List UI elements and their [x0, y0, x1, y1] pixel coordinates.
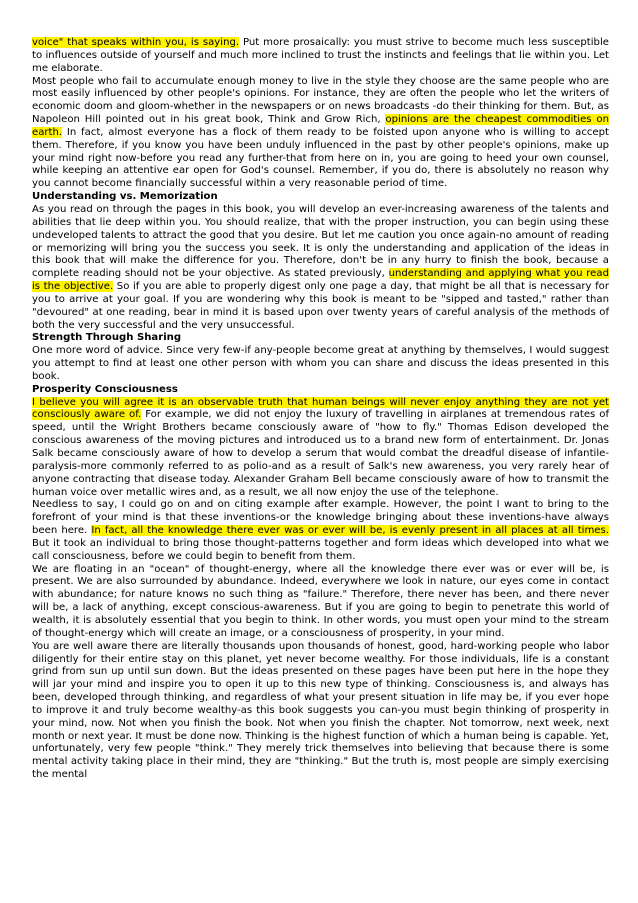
- text-run: For example, we did not enjoy the luxury of travelling in airplanes at tremendous rates of speed, until the Wright Brothers became consciously aware of "how to fly." Thomas Edison developed the conscious awareness of the moving pictures and introduced us to a brand new form of entertainment. Dr. Jonas Salk became consciously aware of how to develop a serum that would combat the dreadful disease of infantile-paralysis-more commonly referred to as polio-and as a result of Salk's new awareness, you very rarely hear of anyone contracting that disease today. Alexander Graham Bell became consciously aware of how to transmit the human voice over metallic wires and, as a result, we all now enjoy the use of the telephone.: [32, 409, 609, 498]
- text-run: One more word of advice. Since very few-if any-people become great at anything by themselves, I would suggest you attempt to find at least one other person with whom you can share and discuss the ideas presented in this book.: [32, 345, 609, 382]
- section-heading: [32, 332, 609, 345]
- highlighted-text: In fact, all the knowledge there ever was or ever will be, is evenly present in all places at all times.: [91, 525, 609, 537]
- text-run: Most people who fail to accumulate enough money to live in the style they choose are the same people who are most easily influenced by other people's opinions. For instance, they are often the people who let the writers of economic doom and gloom-whether in the newspapers or on news broadcasts -do their thinking for them. But, as Napoleon Hill pointed out in his great book, Think and Grow Rich,: [32, 75, 609, 126]
- text-run: As you read on through the pages in this book, you will develop an ever-increasing awareness of the talents and abilities that lie deep within you. You should realize, that with the proper instruction, you can begin using these undeveloped talents to attract the good that you desire. But let me caution you once again-no amount of reading or memorizing will bring you the success you seek. It is only the understanding and application of the ideas in this book that will make the difference for you. Therefore, don't be in any hurry to finish the book, because a complete reading should not be your objective. As stated previously,: [32, 203, 609, 280]
- paragraph: [32, 564, 609, 641]
- section-heading: [32, 384, 609, 397]
- document-page: [32, 37, 609, 782]
- paragraph: [32, 204, 609, 332]
- paragraph: [32, 76, 609, 192]
- highlighted-text: voice" that speaks within you, is saying.: [32, 37, 240, 48]
- text-run: Put more prosaically: you must strive to become much less susceptible to influences outside of yourself and much more inclined to trust the instincts and feelings that lie within you. Let me elaborate.: [32, 37, 609, 74]
- text-run: We are floating in an "ocean" of thought-energy, where all the knowledge there ever was or ever will be, is present. We are also surrounded by abundance. Indeed, everywhere we look in nature, our eyes come in contact with abundance; for nature knows no such thing as "failure." Therefore, there never has been, and there never will be, a lack of anything, except conscious-awareness. But if you are going to begin to penetrate this world of wealth, it is absolutely essential that you begin to think. In other words, you must open your mind to the stream of thought-energy which will create an image, or a consciousness of prosperity, in your mind.: [32, 563, 609, 639]
- section-heading: [32, 191, 609, 204]
- highlighted-text: I believe you will agree it is an observable truth that human beings will never enjoy anything they are not yet consciously aware of.: [32, 396, 609, 421]
- text-run: But it took an individual to bring those thought-patterns together and form ideas which developed into what we call consciousness, before we could begin to benefit from them.: [32, 537, 609, 562]
- text-run: In fact, almost everyone has a flock of them ready to be foisted upon anyone who is willing to accept them. Therefore, if you know you have been unduly influenced in the past by other people's opinions, make up your mind right now-before you read any further-that from here on in, you are going to heed your own counsel, while keeping an attentive ear open for God's counsel. Remember, if you do, there is absolutely no reason why you cannot become financially successful within a very reasonable period of time.: [32, 126, 609, 190]
- paragraph: [32, 397, 609, 500]
- text-run: You are well aware there are literally thousands upon thousands of honest, good, hard-working people who labor diligently for their entire stay on this planet, yet never become wealthy. For those individuals, life is a constant grind from sun up until sun down. But the ideas presented on these pages have been put here in the hope they will jar your mind and inspire you to open it up to this new type of thinking. Consciousness is, and always has been, developed through thinking, and regardless of what your present situation in life may be, if you ever hope to improve it and truly become wealthy-as this book suggests you can-you must begin thinking of prosperity in your mind, now. Not when you finish the book. Not when you finish the chapter. Not tomorrow, next week, next month or next year. It must be done now. Thinking is the highest function of which a human being is capable. Yet, unfortunately, very few people "think." They merely trick themselves into believing that because there is some mental activity taking place in their mind, they are "thinking." But the truth is, most people are simply exercising the mental: [32, 640, 609, 781]
- paragraph: [32, 499, 609, 563]
- text-run: Strength Through Sharing: [32, 332, 182, 344]
- highlighted-text: opinions are the cheapest commodities on earth.: [32, 114, 610, 138]
- highlighted-text: understanding and applying what you read is the objective.: [32, 268, 609, 293]
- text-run: So if you are able to properly digest only one page a day, that might be all that is necessary for you to arrive at your goal. If you are wondering why this book is meant to be "sipped and tasted," rather than "devoured" at one reading, bear in mind it is based upon over twenty years of careful analysis of the methods of both the very successful and the very unsuccessful.: [32, 281, 609, 331]
- text-run: Understanding vs. Memorization: [32, 191, 218, 203]
- paragraph: [32, 37, 609, 76]
- text-run: Prosperity Consciousness: [32, 383, 178, 395]
- text-run: Needless to say, I could go on and on citing example after example. However, the point I want to bring to the forefront of your mind is that these inventions-or the knowledge bringing about these inventions-have always been here.: [32, 499, 609, 537]
- paragraph: [32, 345, 609, 384]
- paragraph: [32, 641, 609, 782]
